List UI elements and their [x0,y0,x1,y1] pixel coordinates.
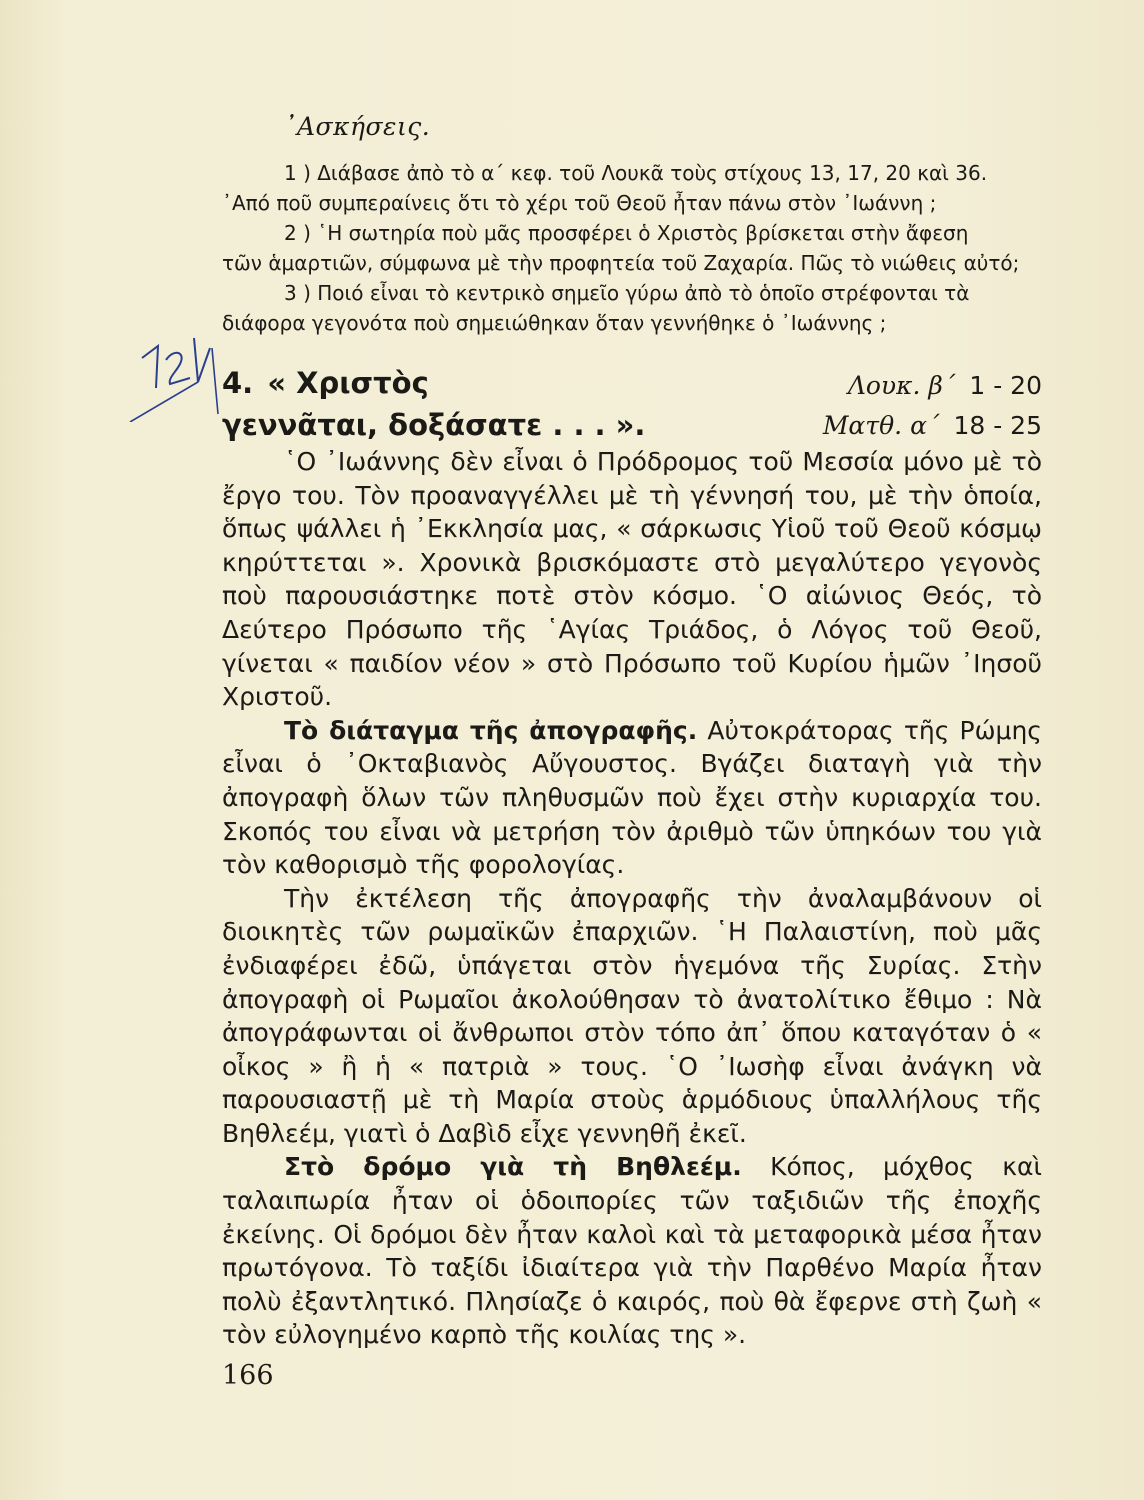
paragraph [222,714,1042,882]
reference-range: 1 - 20 [969,371,1042,400]
reference-luke [823,366,1042,406]
exercise-line: ᾿Από ποῦ συμπεραίνεις ὅτι τὸ χέρι τοῦ Θεοῦ ἦταν πάνω στὸν ᾿Ιωάννη ; [222,191,937,215]
reference-book: Ματθ. α΄ [822,411,940,440]
reference-range: 18 - 25 [953,411,1042,440]
section-heading [222,362,645,446]
paragraph [222,1150,1042,1352]
exercise-line: 2 ) ῾Η σωτηρία ποὺ μᾶς προσφέρει ὁ Χριστὸς βρίσκεται στὴν ἄφεση [284,221,969,245]
paragraph [222,445,1042,714]
page-number: 166 [222,1360,274,1391]
reference-matthew [823,406,1042,446]
exercise-line: 1 ) Διάβασε ἀπὸ τὸ α΄ κεφ. τοῦ Λουκᾶ τοὺς στίχους 13, 17, 20 καὶ 36. [284,161,988,185]
exercise-line: τῶν ἁμαρτιῶν, σύμφωνα μὲ τὴν προφητεία τοῦ Ζαχαρία. Πῶς τὸ νιώθεις αὐτό; [222,251,1020,275]
reference-book: Λουκ. β΄ [847,371,956,400]
exercise-item [222,158,1042,218]
section-title-line2: γεννᾶται, δοξάσατε . . . ». [222,408,646,442]
scripture-references [823,366,1042,446]
section-number: 4. [222,366,254,400]
paragraph-text: Κόπος, μόχθος καὶ ταλαιπωρία ἦταν οἱ ὁδοιπορίες τῶν ταξιδιῶν τῆς ἐποχῆς ἐκείνης. Οἱ δρόμοι δὲν ἦταν καλοὶ καὶ τὰ μεταφορικὰ μέσα ἦταν πρωτόγονα. Τὸ ταξίδι ἰδιαίτερα γιὰ τὴν Παρθένο Μαρία ἦταν πολὺ ἐξαντλητικό. Πλησίαζε ὁ καιρός, ποὺ θὰ ἔφερνε στὴ ζωὴ « τὸν εὐλογημένο καρπὸ τῆς κοιλίας της ». [222,1152,1042,1350]
paragraph-text: ῾Ο ᾿Ιωάννης δὲν εἶναι ὁ Πρόδρομος τοῦ Μεσσία μόνο μὲ τὸ ἔργο του. Τὸν προαναγγέλλει μὲ τὴ γέννησή του, μὲ τὴν ὁποία, ὅπως ψάλλει ἡ ᾿Εκκλησία μας, « σάρκωσις Υἱοῦ τοῦ Θεοῦ κόσμῳ κηρύττεται ». Χρονικὰ βρισκόμαστε στὸ μεγαλύτερο γεγονὸς ποὺ παρουσιάστηκε ποτὲ στὸν κόσμο. ῾Ο αἰώνιος Θεός, τὸ Δεύτερο Πρόσωπο τῆς ῾Αγίας Τριάδος, ὁ Λόγος τοῦ Θεοῦ, γίνεται « παιδίον νέον » στὸ Πρόσωπο τοῦ Κυρίου ἡμῶν ᾿Ιησοῦ Χριστοῦ. [222,447,1042,712]
paragraph-text: Αὐτοκράτορας τῆς Ρώμης εἶναι ὁ ᾿Οκταβιανὸς Αὔγουστος. Βγάζει διαταγὴ γιὰ τὴν ἀπογραφὴ ὅλων τῶν πληθυσμῶν ποὺ ἔχει στὴν κυριαρχία του. Σκοπός του εἶναι νὰ μετρήση τὸν ἀριθμὸ τῶν ὑπηκόων του γιὰ τὸν καθορισμὸ τῆς φορολογίας. [222,715,1042,880]
section-title-line1: « Χριστὸς [267,366,429,400]
paragraph [222,882,1042,1151]
exercise-item [222,278,1042,338]
exercise-line: 3 ) Ποιό εἶναι τὸ κεντρικὸ σημεῖο γύρω ἀπὸ τὸ ὁποῖο στρέφονται τὰ [284,281,970,305]
body-text [222,445,1042,1352]
handwritten-annotation [128,318,228,422]
paragraph-text: Τὴν ἐκτέλεση τῆς ἀπογραφῆς τὴν ἀναλαμβάνουν οἱ διοικητὲς τῶν ρωμαϊκῶν ἐπαρχιῶν. ῾Η Παλαιστίνη, ποὺ μᾶς ἐνδιαφέρει ἐδῶ, ὑπάγεται στὸν ἡγεμόνα τῆς Συρίας. Στὴν ἀπογραφὴ οἱ Ρωμαῖοι ἀκολούθησαν τὸ ἀνατολίτικο ἔθιμο : Νὰ ἀπογράφωνται οἱ ἄνθρωποι στὸν τόπο ἀπ᾿ ὅπου καταγόταν ὁ « οἶκος » ἢ ἡ « πατριὰ » τους. ῾Ο ᾿Ιωσὴφ εἶναι ἀνάγκη νὰ παρουσιαστῇ μὲ τὴ Μαρία στοὺς ἁρμόδιους ὑπαλλήλους τῆς Βηθλεέμ, γιατὶ ὁ Δαβὶδ εἶχε γεννηθῆ ἐκεῖ. [222,883,1042,1148]
exercise-line: διάφορα γεγονότα ποὺ σημειώθηκαν ὅταν γεννήθηκε ὁ ᾿Ιωάννης ; [222,311,887,335]
exercises-title: ᾿Ασκήσεις. [284,112,431,141]
paragraph-subheading: Στὸ δρόμο γιὰ τὴ Βηθλεέμ. [284,1152,742,1182]
paragraph-subheading: Τὸ διάταγμα τῆς ἀπογραφῆς. [284,715,698,745]
exercise-item [222,218,1042,278]
